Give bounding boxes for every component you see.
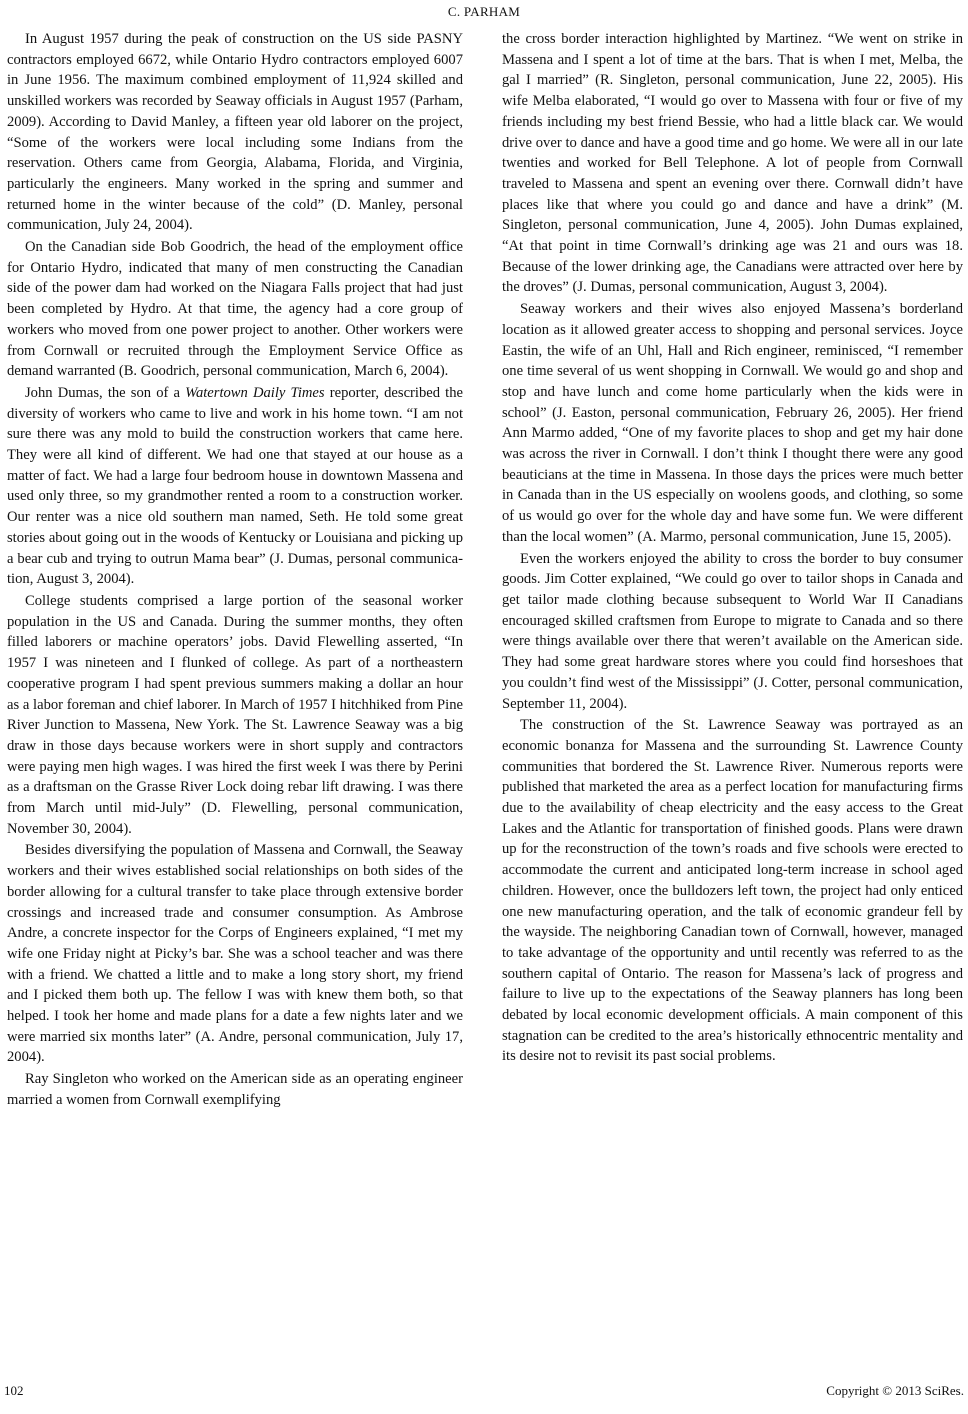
copyright-notice: Copyright © 2013 SciRes. — [826, 1383, 964, 1398]
paragraph: In August 1957 during the peak of construction on the US side PASNY contractors employed 6672, while Ontario Hydro contractors employed 6007 in June 1956. The maximum combined employment of 11,924 skilled and unskilled workers was recorded by Seaway officials in August 1957 (Parham, 2009). According to David Manley, a fifteen year old laborer on the project, “Some of the workers were local including some Indians from the reservation. Others came from Georgia, Alabama, Florida, and Virginia, particularly the engineers. Many worked in the spring and summer and returned home in the winter because of the cold” (D. Manley, personal communication, July 24, 2004). — [7, 31, 463, 234]
paragraph: The construction of the St. Lawrence Seaway was portrayed as an economic bonanza for Massena and the surrounding St. Lawrence County communities that bordered the St. Lawrence River. Numerous reports were published that marketed the area as a perfect location for manufacturing firms due to the availability of cheap electricity and the easy access to the Great Lakes and the Atlantic for transportation of finished goods. Plans were drawn up for the reconstruction of the town’s roads and five schools were erected to accommodate the current and anticipated long-term increase in school aged children. However, once the bulldozers left town, the project had only enticed one new manufacturing operation, and the talk of economic grandeur fell by the wayside. The neighboring Canadian town of Cornwall, however, managed to take advantage of the opportunity and until recently was referred to as the southern capital of Ontario. The reason for Massena’s lack of progress and failure to live up to the expectations of the Seaway planners has long been debated by local economic development officials. A main component of this stagnation can be credited to the area’s historically ethnocentric mentality and its desire not to revisit its past social problems. — [502, 717, 963, 1065]
paragraph: Even the workers enjoyed the ability to cross the border to buy consumer goods. Jim Cotter explained, “We could go over to tailor shops in Canada and get tailor made clothing because subsequent to World War II Canadians encouraged skilled craftsmen from Europe to migrate to Canada and so there were things available over there that weren’t available on the American side. They had some great hardware stores where you could find horseshoes that you couldn’t find west of the Mississippi” (J. Cotter, personal communication, September 11, 2004). — [502, 550, 963, 712]
page-number: 102 — [4, 1383, 24, 1398]
left-column — [7, 29, 463, 1111]
paragraph: Ray Singleton who worked on the American side as an operating engineer married a women from Cornwall exemplifying — [7, 1071, 463, 1108]
paragraph-text: reporter, described the diversity of workers who came to live and work in his home town. “I am not sure there was any mold to build the construction workers that came here. They were all kind of different. We had one that stayed at our house as a matter of fact. We had a large four bedroom house in downtown Massena and used only three, so my grandmother rented a room to a construction worker. Our renter was a nice old southern man named, Seth. He told some great stories about going out in the woods of Kentucky or Louisiana and picking up a bear cub and trying to outrun Mama bear” (J. Dumas, personal communication, August 3, 2004). — [7, 384, 463, 588]
paragraph-continuation: the cross border interaction highlighted by Martinez. “We went on strike in Massena and I spent a lot of time at the bars. That is when I met, Melba, the gal I married” (R. Singleton, personal communication, June 22, 2005). His wife Melba elaborated, “I would go over to Massena with four or five of my friends including my best friend Bessie, who had a little black car. We would drive over to dance and have a good time and go home. We were all in our late twenties and worked for Bell Telephone. A lot of people from Cornwall traveled to Massena and spent an evening over there. Cornwall didn’t have places like that where you could go and dance and have a drink” (M. Singleton, personal communication, June 4, 2005). John Dumas explained, “At that point in time Cornwall’s drinking age was 21 and ours was 18. Because of the lower drinking age, the Canadians were attracted over here by the droves” (J. Dumas, personal communication, August 3, 2004). — [502, 31, 963, 296]
paragraph-text: John Dumas, the son of a — [25, 384, 186, 401]
newspaper-title: Watertown Daily Times — [185, 384, 325, 401]
paragraph: Seaway workers and their wives also enjoyed Massena’s borderland location as it allowed greater access to shopping and personal services. Joyce Eastin, the wife of an Uhl, Hall and Rich engineer, reminisced, “I remember one time several of us went shopping in Cornwall. We would go and shop and stop and have lunch and come home particularly when the kids were in school” (J. Easton, personal communication, February 26, 2005). Her friend Ann Marmo added, “One of my favorite places to shop and get my hair done was across the river in Cornwall. I don’t think I thought there were any good beauticians at the time in Massena. In those days the prices were much better in Canada than in the US especially on woolens goods, and clothing, so some of us would go over for the whole day and have some fun. We were different than the local women” (A. Marmo, personal communication, June 15, 2005). — [502, 301, 963, 545]
paragraph — [7, 383, 463, 590]
running-head: C. PARHAM — [447, 4, 521, 19]
paragraph: On the Canadian side Bob Goodrich, the head of the employment office for Ontario Hydro, indicated that many of men constructing the Canadian side of the power dam had worked on the Niagara Falls project that had just been completed by Hydro. At that time, the agency had a core group of workers who moved from one power project to another. Other workers were from Cornwall or recruited through the Employment Service Office as demand warranted (B. Goodrich, personal communication, March 6, 2004). — [7, 239, 463, 380]
paragraph: Besides diversifying the population of Massena and Cornwall, the Seaway workers and their wives established social relationships on both sides of the border allowing for a cultural transfer to take place through extensive border crossings and increased trade and consumer consumption. As Ambrose Andre, a concrete inspector for the Corps of Engineers explained, “I met my wife one Friday night at Picky’s bar. She was a school teacher and was there with a friend. We chatted a little and to make a long story short, my friend and I picked them both up. The fellow I was with knew them both, so that helped. I took her home and made plans for a date a few nights later and we were married six months later” (A. Andre, personal communication, July 17, 2004). — [7, 842, 463, 1066]
paragraph: College students comprised a large portion of the seasonal worker population in the US and Canada. During the summer months, they often filled laborers or machine operators’ jobs. David Flewelling asserted, “In 1957 I was nineteen and I flunked of college. As part of a northeastern cooperative program I had spent previous summers making a dollar an hour as a labor foreman and chief laborer. In March of 1957 I hitchhiked from Pine River Junction to Massena, New York. The St. Lawrence Seaway was a big draw in those days because workers were in short supply and contractors were paying men high wages. I was hired the first week I was there by Perini as a draftsman on the Grasse River Lock doing rebar lift drawing. I was there from March until mid-July” (D. Flewelling, personal communication, November 30, 2004). — [7, 592, 463, 837]
right-column — [502, 29, 963, 1067]
